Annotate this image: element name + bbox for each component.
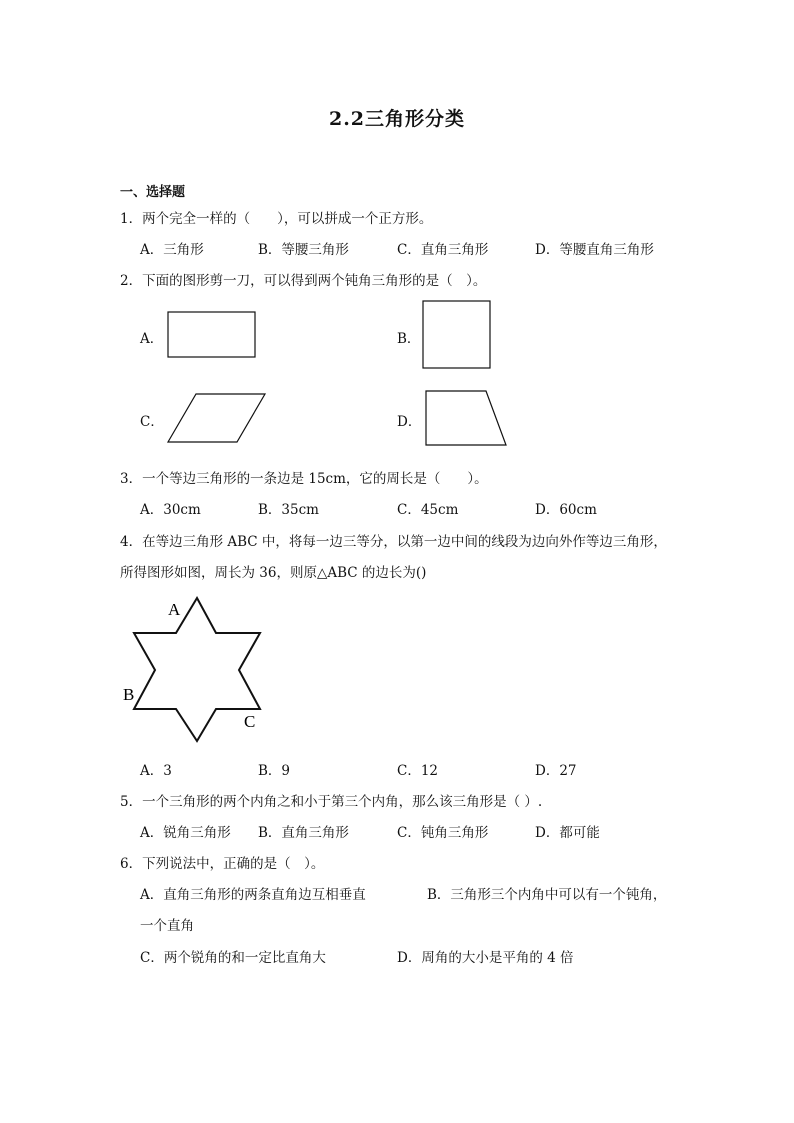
- question-2-option-b-label[interactable]: B．: [397, 331, 421, 347]
- question-3-option-d[interactable]: D．60cm: [535, 502, 597, 518]
- question-2-option-d-label[interactable]: D．: [397, 414, 422, 430]
- question-1-option-a[interactable]: A．三角形: [140, 242, 204, 258]
- question-6-option-b-continued[interactable]: 一个直角: [140, 918, 194, 934]
- question-4-option-b[interactable]: B．9: [258, 763, 291, 779]
- question-2-stem: 2．下面的图形剪一刀，可以得到两个钝角三角形的是（ ）。: [120, 273, 487, 289]
- question-1-stem: 1．两个完全一样的（ ），可以拼成一个正方形。: [120, 211, 433, 227]
- question-5-option-b[interactable]: B．直角三角形: [258, 825, 349, 841]
- vertex-label-a: A: [168, 600, 181, 619]
- question-1-option-c[interactable]: C．直角三角形: [397, 242, 489, 258]
- question-5-option-c[interactable]: C．钝角三角形: [397, 825, 489, 841]
- question-1-option-d[interactable]: D．等腰直角三角形: [535, 242, 654, 258]
- page-title: 2.2三角形分类: [328, 108, 466, 130]
- question-3-stem: 3．一个等边三角形的一条边是 15cm，它的周长是（ ）。: [120, 471, 488, 487]
- question-4-option-c[interactable]: C．12: [397, 763, 439, 779]
- question-2-option-a-label[interactable]: A．: [140, 331, 164, 347]
- question-4-stem-line1: 4．在等边三角形 ABC 中，将每一边三等分，以第一边中间的线段为边向外作等边三角形，: [120, 534, 667, 550]
- question-6-stem: 6．下列说法中，正确的是（ ）。: [120, 856, 325, 872]
- question-5-option-d[interactable]: D．都可能: [535, 825, 600, 841]
- question-6-option-c[interactable]: C．两个锐角的和一定比直角大: [140, 950, 326, 966]
- question-6-option-a[interactable]: A．直角三角形的两条直角边互相垂直: [140, 887, 366, 903]
- question-3-option-a[interactable]: A．30cm: [140, 502, 201, 518]
- question-2-option-c-label[interactable]: C．: [140, 414, 164, 430]
- question-3-option-b[interactable]: B．35cm: [258, 502, 319, 518]
- vertex-label-b: B: [123, 685, 135, 704]
- hexagram-outline: [134, 598, 260, 741]
- question-4-option-d[interactable]: D．27: [535, 763, 577, 779]
- vertex-label-c: C: [244, 712, 256, 731]
- question-4-stem-line2: 所得图形如图，周长为 36，则原△ABC 的边长为(): [120, 565, 427, 581]
- question-6-option-d[interactable]: D．周角的大小是平角的 4 倍: [397, 950, 574, 966]
- section-heading: 一、选择题: [120, 185, 186, 200]
- question-1-option-b[interactable]: B．等腰三角形: [258, 242, 349, 258]
- question-6-option-b[interactable]: B．三角形三个内角中可以有一个钝角，: [427, 887, 667, 903]
- question-5-stem: 5．一个三角形的两个内角之和小于第三个内角，那么该三角形是（ ）.: [120, 794, 543, 810]
- question-3-option-c[interactable]: C．45cm: [397, 502, 459, 518]
- question-4-option-a[interactable]: A．3: [140, 763, 172, 779]
- question-5-option-a[interactable]: A．锐角三角形: [140, 825, 231, 841]
